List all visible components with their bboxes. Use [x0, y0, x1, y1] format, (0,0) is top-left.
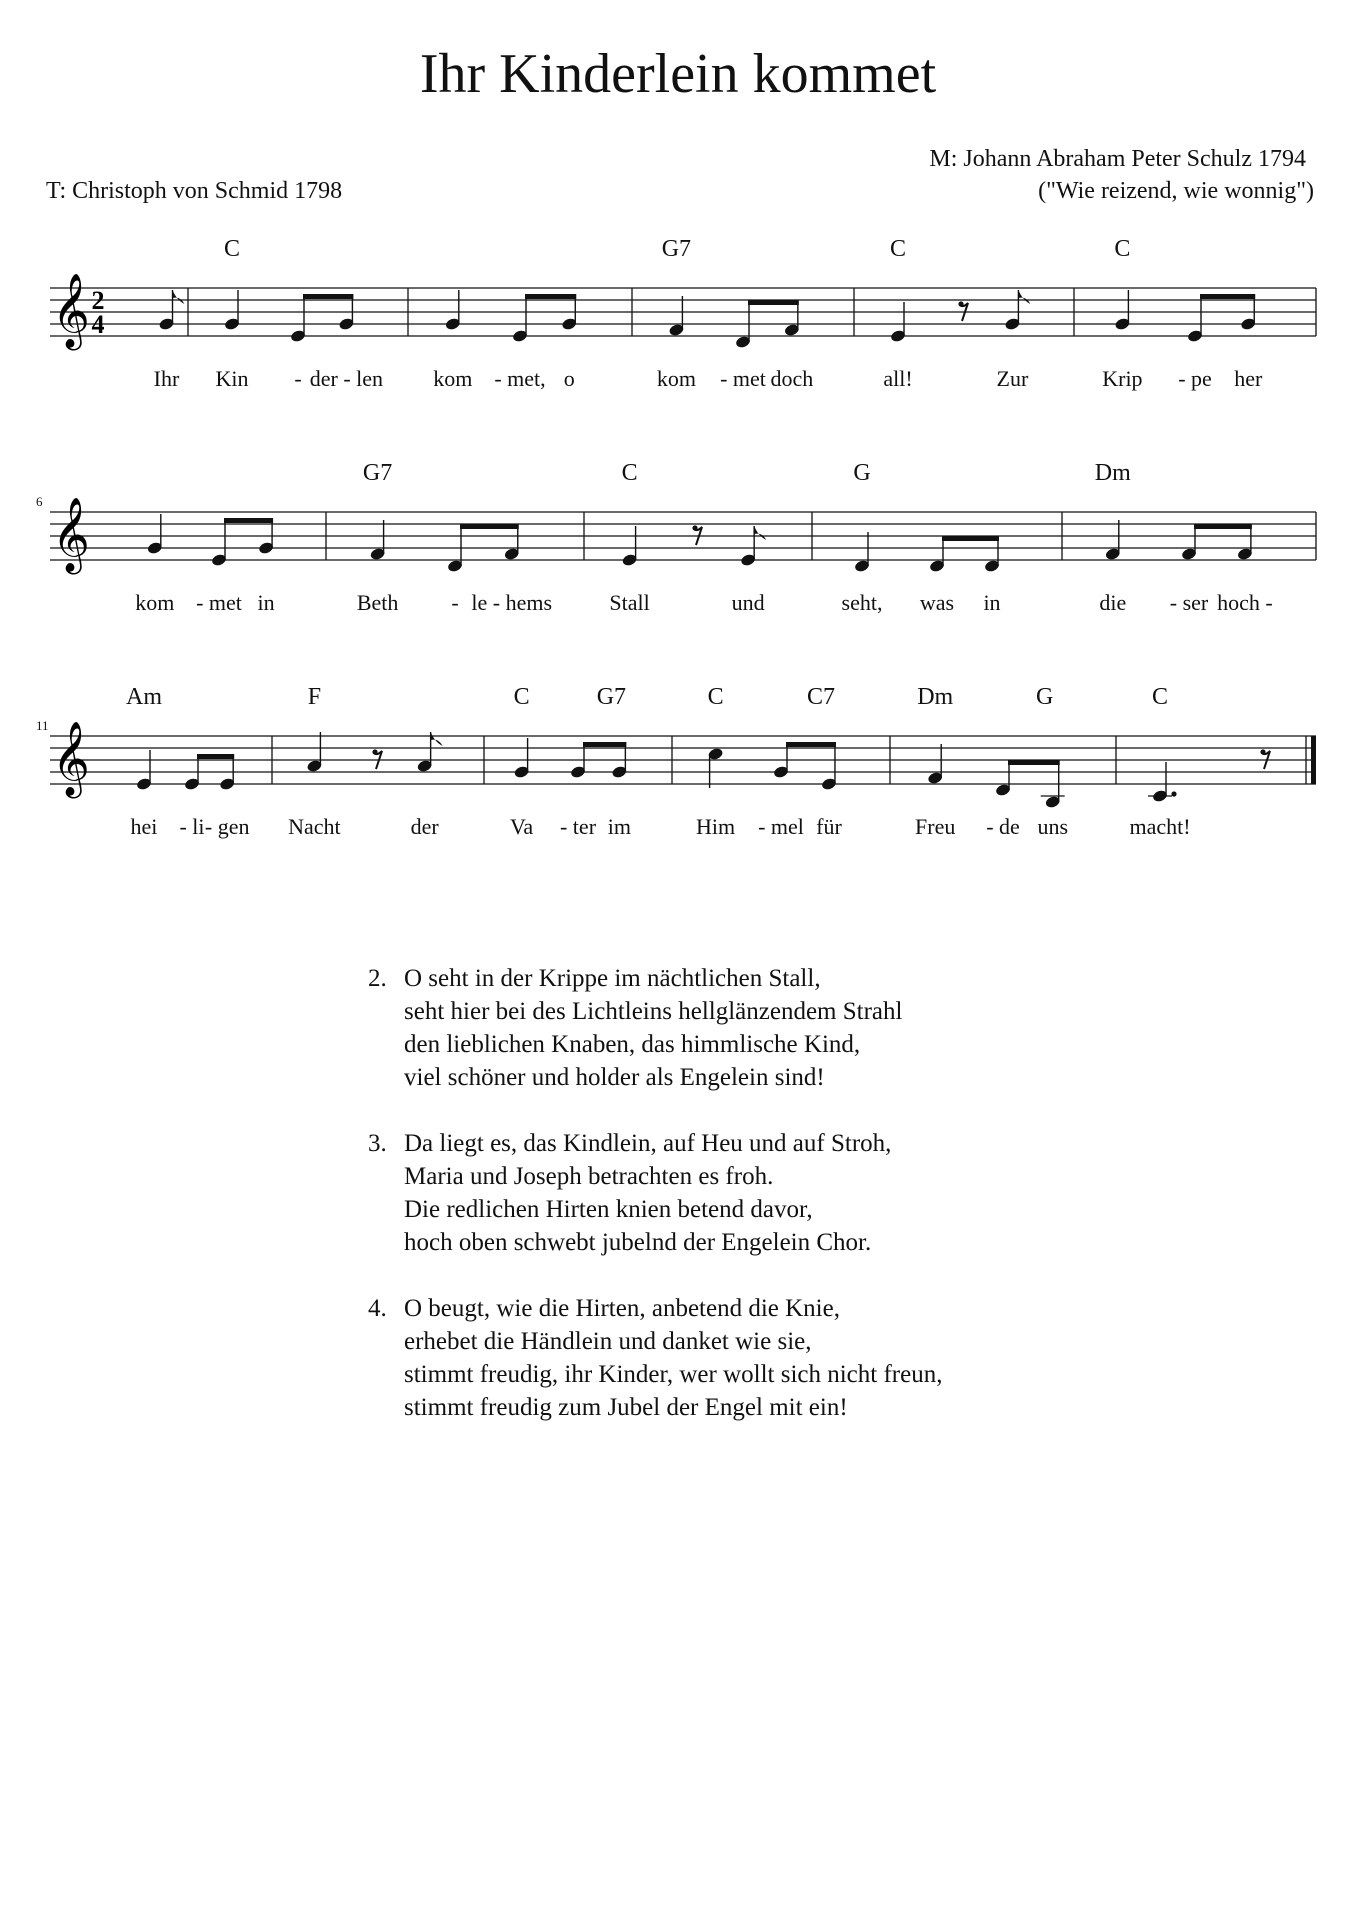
lyric-syllable: Freu	[915, 814, 956, 839]
lyric-syllable: Krip	[1102, 366, 1143, 391]
verse-line: erhebet die Händlein und danket wie sie,	[404, 1328, 812, 1355]
time-signature-top: 2	[91, 286, 105, 315]
staff-system-2	[0, 444, 1356, 644]
lyric-syllable: Zur	[996, 366, 1029, 391]
note-beam	[525, 294, 576, 299]
verse-4	[368, 1292, 942, 1424]
lyric-syllable: für	[816, 814, 842, 839]
lyric-syllable: - ter	[559, 814, 597, 839]
lyric-syllable: -	[294, 366, 302, 391]
lyric-syllable: - met	[196, 590, 242, 615]
chord-symbol: C	[223, 236, 241, 262]
staff-system-1	[0, 220, 1356, 420]
lyric-syllable: hei	[130, 814, 158, 839]
note-beam	[748, 300, 799, 305]
dot	[1171, 791, 1176, 796]
lyric-syllable: Beth	[356, 590, 399, 615]
lyric-syllable: Kin	[215, 366, 249, 391]
chord-symbol: C	[1151, 684, 1169, 710]
note-beam	[942, 536, 999, 541]
note-beam	[224, 518, 273, 523]
final-bar-line	[1311, 736, 1316, 784]
verse-line: O seht in der Krippe im nächtlichen Stall,	[404, 965, 821, 992]
time-signature-bottom: 4	[91, 310, 105, 339]
verse-line: stimmt freudig zum Jubel der Engel mit ein!	[404, 1394, 848, 1421]
lyric-syllable: le - hems	[471, 590, 553, 615]
lyric-syllable: - ser	[1169, 590, 1209, 615]
verse-number: 2.	[368, 965, 387, 992]
note-flag	[754, 526, 766, 540]
lyric-syllable: - li	[179, 814, 205, 839]
lyric-syllable: kom	[656, 366, 696, 391]
lyric-syllable: Ihr	[153, 366, 180, 391]
note-beam	[1008, 760, 1060, 765]
lyric-syllable: kom	[433, 366, 473, 391]
lyric-syllable: kom	[135, 590, 175, 615]
staff-system-3	[0, 668, 1356, 868]
song-title: Ihr Kinderlein kommet	[419, 43, 937, 105]
treble-clef-icon: 𝄞	[52, 274, 90, 348]
note-beam	[303, 294, 353, 299]
note-flag	[1018, 290, 1030, 304]
lyric-syllable: o	[563, 366, 575, 391]
chord-symbol: C	[1114, 236, 1131, 262]
verse-number: 4.	[368, 1295, 387, 1322]
verse-line: hoch oben schwebt jubelnd der Engelein Chor.	[404, 1229, 872, 1256]
verse-line: Maria und Joseph betrachten es froh.	[404, 1163, 774, 1190]
verse-line: Die redlichen Hirten knien betend davor,	[404, 1196, 813, 1223]
lyric-syllable: -	[451, 590, 459, 615]
eighth-rest-dot	[958, 301, 963, 306]
note-beam	[460, 524, 519, 529]
lyric-syllable: in	[257, 590, 275, 615]
lyric-syllable: macht!	[1129, 814, 1191, 839]
lyric-syllable: - pe	[1178, 366, 1212, 391]
chord-symbol: G7	[661, 236, 692, 262]
verse-line: stimmt freudig, ihr Kinder, wer wollt sich nicht freun,	[404, 1361, 943, 1388]
eighth-rest-dot	[692, 525, 697, 530]
verse-line: Da liegt es, das Kindlein, auf Heu und auf Stroh,	[404, 1130, 892, 1157]
lyric-syllable: all!	[883, 366, 913, 391]
chord-symbol: Dm	[917, 684, 954, 710]
chord-symbol: C7	[806, 684, 835, 710]
lyric-syllable: - met	[720, 366, 766, 391]
eighth-rest-dot	[372, 749, 377, 754]
chord-symbol: Am	[126, 684, 162, 710]
note-flag	[431, 732, 443, 746]
chord-symbol: G7	[596, 684, 627, 710]
verse-2	[368, 962, 942, 1094]
lyric-syllable: uns	[1037, 814, 1069, 839]
treble-clef-icon: 𝄞	[52, 498, 90, 572]
note-beam	[583, 742, 626, 747]
note-beam	[197, 754, 234, 759]
lyric-syllable: - mel	[758, 814, 804, 839]
lyric-syllable: seht,	[841, 590, 883, 615]
verse-3	[368, 1127, 942, 1259]
melody-note: ("Wie reizend, wie wonnig")	[1038, 178, 1314, 204]
verse-line: den lieblichen Knaben, das himmlische Kind,	[404, 1031, 861, 1058]
lyric-syllable: die	[1099, 590, 1127, 615]
chord-symbol: G	[853, 460, 871, 486]
note-flag	[173, 290, 185, 304]
lyric-syllable: und	[731, 590, 765, 615]
lyric-syllable: Him	[696, 814, 736, 839]
lyric-syllable: in	[983, 590, 1001, 615]
lyric-syllable: doch	[770, 366, 814, 391]
lyric-syllable: der	[410, 814, 439, 839]
chord-symbol: C	[513, 684, 530, 710]
chord-symbol: C	[621, 460, 638, 486]
chord-symbol: F	[307, 684, 322, 710]
chord-symbol: G7	[362, 460, 393, 486]
chord-symbol: Dm	[1094, 460, 1131, 486]
composer-credit: M: Johann Abraham Peter Schulz 1794	[929, 146, 1306, 172]
chord-symbol: C	[889, 236, 907, 262]
verse-line: seht hier bei des Lichtleins hellglänzendem Strahl	[404, 998, 903, 1025]
lyricist-credit: T: Christoph von Schmid 1798	[46, 178, 343, 204]
chord-symbol: C	[707, 684, 724, 710]
measure-number: 11	[36, 718, 49, 733]
note-beam	[786, 742, 836, 747]
lyric-syllable: - met,	[494, 366, 546, 391]
verse-number: 3.	[368, 1130, 387, 1157]
lyric-syllable: Va	[509, 814, 534, 839]
note-beam	[1200, 294, 1255, 299]
lyric-syllable: Stall	[609, 590, 650, 615]
verse-line: O beugt, wie die Hirten, anbetend die Knie,	[404, 1295, 840, 1322]
lyric-syllable: im	[607, 814, 631, 839]
lyric-syllable: Nacht	[288, 814, 341, 839]
treble-clef-icon: 𝄞	[52, 722, 90, 796]
verse-line: viel schöner und holder als Engelein sind!	[404, 1064, 825, 1091]
lyric-syllable: was	[919, 590, 955, 615]
lyric-syllable: her	[1234, 366, 1263, 391]
lyric-syllable: - gen	[204, 814, 250, 839]
additional-verses	[368, 962, 942, 1457]
note-beam	[1194, 524, 1252, 529]
chord-symbol: G	[1036, 684, 1054, 710]
eighth-rest-dot	[1260, 749, 1265, 754]
measure-number: 6	[36, 494, 43, 509]
lyric-syllable: - de	[986, 814, 1020, 839]
lyric-syllable: der - len	[309, 366, 384, 391]
lyric-syllable: hoch -	[1217, 590, 1273, 615]
